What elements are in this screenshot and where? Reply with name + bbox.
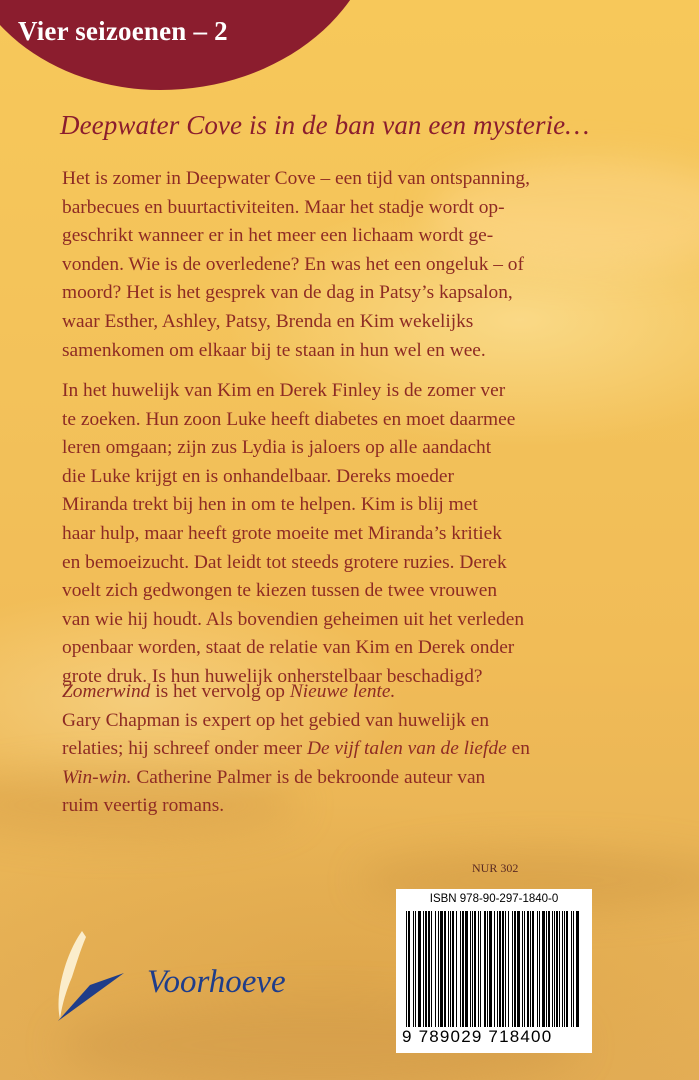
barcode-bar (527, 911, 529, 1027)
barcode-bar (444, 911, 446, 1027)
barcode-bar (517, 911, 520, 1027)
barcode-bar (512, 911, 513, 1027)
barcode-bar (418, 911, 421, 1027)
barcode-bar (462, 911, 464, 1027)
barcode-bar (497, 911, 498, 1027)
blurb-line: Miranda trekt bij hen in om te helpen. Kim is blij met (62, 494, 478, 516)
blurb-line: openbaar worden, staat de relatie van Kim en Derek onder (62, 637, 515, 659)
barcode-bar (562, 911, 563, 1027)
barcode-bar (571, 911, 572, 1027)
blurb-line: moord? Het is het gesprek van de dag in Patsy’s kapsalon, (62, 282, 513, 304)
blurb-line: ruim veertig romans. (62, 795, 225, 817)
barcode-bar (548, 911, 550, 1027)
barcode-bar (480, 911, 481, 1027)
barcode-bar (539, 911, 540, 1027)
barcode-bar (423, 911, 424, 1027)
barcode-bar (559, 911, 560, 1027)
barcode-bar (474, 911, 476, 1027)
blurb-line: en bemoeizucht. Dat leidt tot steeds grotere ruzies. Derek (62, 551, 507, 573)
blurb-line: barbecues en buurtactiviteiten. Maar het stadje wordt op- (62, 196, 505, 218)
barcode-bar (554, 911, 555, 1027)
barcode-bar (489, 911, 492, 1027)
blurb-text: Catherine Palmer is de bekroonde auteur van (131, 766, 486, 788)
blurb-line: van wie hij houdt. Als bovendien geheimen uit het verleden (62, 608, 525, 630)
blurb-line: grote druk. Is hun huwelijk onherstelbaar beschadigd? (62, 665, 483, 687)
barcode-bar (522, 911, 523, 1027)
barcode-bar (542, 911, 545, 1027)
barcode-bar (546, 911, 547, 1027)
barcode-bar (456, 911, 457, 1027)
barcode-bar (472, 911, 473, 1027)
blurb-line: Het is zomer in Deepwater Cove – een tijd van ontspanning, (62, 168, 530, 189)
barcode-bar (494, 911, 495, 1027)
tagline: Deepwater Cove is in de ban van een mysterie… (60, 110, 590, 140)
prequel-title: Nieuwe lente. (289, 681, 396, 702)
blurb-line: vonden. Wie is de overledene? En was het een ongeluk – of (62, 253, 524, 275)
barcode-bar (514, 911, 516, 1027)
blurb-line: haar hulp, maar heeft grote moeite met Miranda’s kritiek (62, 522, 502, 544)
barcode-bar (425, 911, 427, 1027)
barcode-bar (438, 911, 439, 1027)
barcode-bar (505, 911, 506, 1027)
barcode-bar (460, 911, 461, 1027)
blurb-text: is het vervolg op (150, 681, 290, 702)
barcode-bar (487, 911, 488, 1027)
other-book-title: Win-win. (62, 766, 132, 788)
barcode-bar (530, 911, 531, 1027)
blurb-line: die Luke krijgt en is onhandelbaar. Dereks moeder (62, 465, 454, 487)
blurb-line: voelt zich gedwongen te kiezen tussen de twee vrouwen (62, 580, 498, 602)
barcode-bar (537, 911, 538, 1027)
barcode-bar (450, 911, 451, 1027)
barcode-bar (470, 911, 471, 1027)
ean-digits: 9 789029 718400 (402, 1027, 553, 1046)
barcode-bar (440, 911, 443, 1027)
series-title: Vier seizoenen – 2 (18, 16, 228, 46)
barcode-bar (448, 911, 449, 1027)
blurb-text: en (506, 738, 530, 760)
barcode-bar (406, 911, 407, 1027)
isbn-label: ISBN 978-90-297-1840-0 (429, 893, 559, 905)
blurb-line: te zoeken. Hun zoon Luke heeft diabetes en moet daarmee (62, 408, 516, 430)
barcode-bar (508, 911, 509, 1027)
barcode-bar (431, 911, 432, 1027)
barcode-bar (524, 911, 525, 1027)
barcode-bar (552, 911, 553, 1027)
blurb-paragraph-1 (62, 165, 662, 365)
barcode-bar (564, 911, 565, 1027)
author-paragraph (62, 678, 662, 821)
barcode-bar (428, 911, 430, 1027)
barcode-bar (566, 911, 568, 1027)
barcode-bar (556, 911, 558, 1027)
barcode-bar (452, 911, 454, 1027)
blurb-line: In het huwelijk van Kim en Derek Finley is de zomer ver (62, 380, 506, 401)
blurb-line: Gary Chapman is expert op het gebied van huwelijk en (62, 709, 490, 731)
publisher-name: Voorhoeve (147, 964, 286, 1000)
other-book-title: De vijf talen van de liefde (306, 738, 507, 760)
blurb-line: waar Esther, Ashley, Patsy, Brenda en Kim wekelijks (62, 310, 474, 332)
barcode-bar (576, 911, 579, 1027)
barcode-bar (502, 911, 504, 1027)
barcode-bar (408, 911, 410, 1027)
barcode-bar (435, 911, 436, 1027)
barcode-bar (415, 911, 416, 1027)
blurb-line: leren omgaan; zijn zus Lydia is jaloers op alle aandacht (62, 437, 492, 459)
barcode-bar (465, 911, 468, 1027)
barcode-bar (478, 911, 479, 1027)
barcode-bar (413, 911, 414, 1027)
barcode-bar (532, 911, 534, 1027)
book-title: Zomerwind (62, 681, 151, 702)
blurb-line: samenkomen om elkaar bij te staan in hun wel en wee. (62, 339, 486, 361)
barcode-bar (484, 911, 486, 1027)
blurb-line: geschrikt wanneer er in het meer een lichaam wordt ge- (62, 225, 494, 247)
nur-code: NUR 302 (472, 861, 519, 875)
barcode-bars (404, 911, 584, 1027)
barcode-bar (573, 911, 574, 1027)
blurb-text: relaties; hij schreef onder meer (62, 738, 307, 760)
isbn-barcode (396, 889, 592, 1053)
publisher-logo-icon (50, 925, 130, 1025)
blurb-paragraph-2 (62, 377, 662, 692)
barcode-bar (499, 911, 501, 1027)
